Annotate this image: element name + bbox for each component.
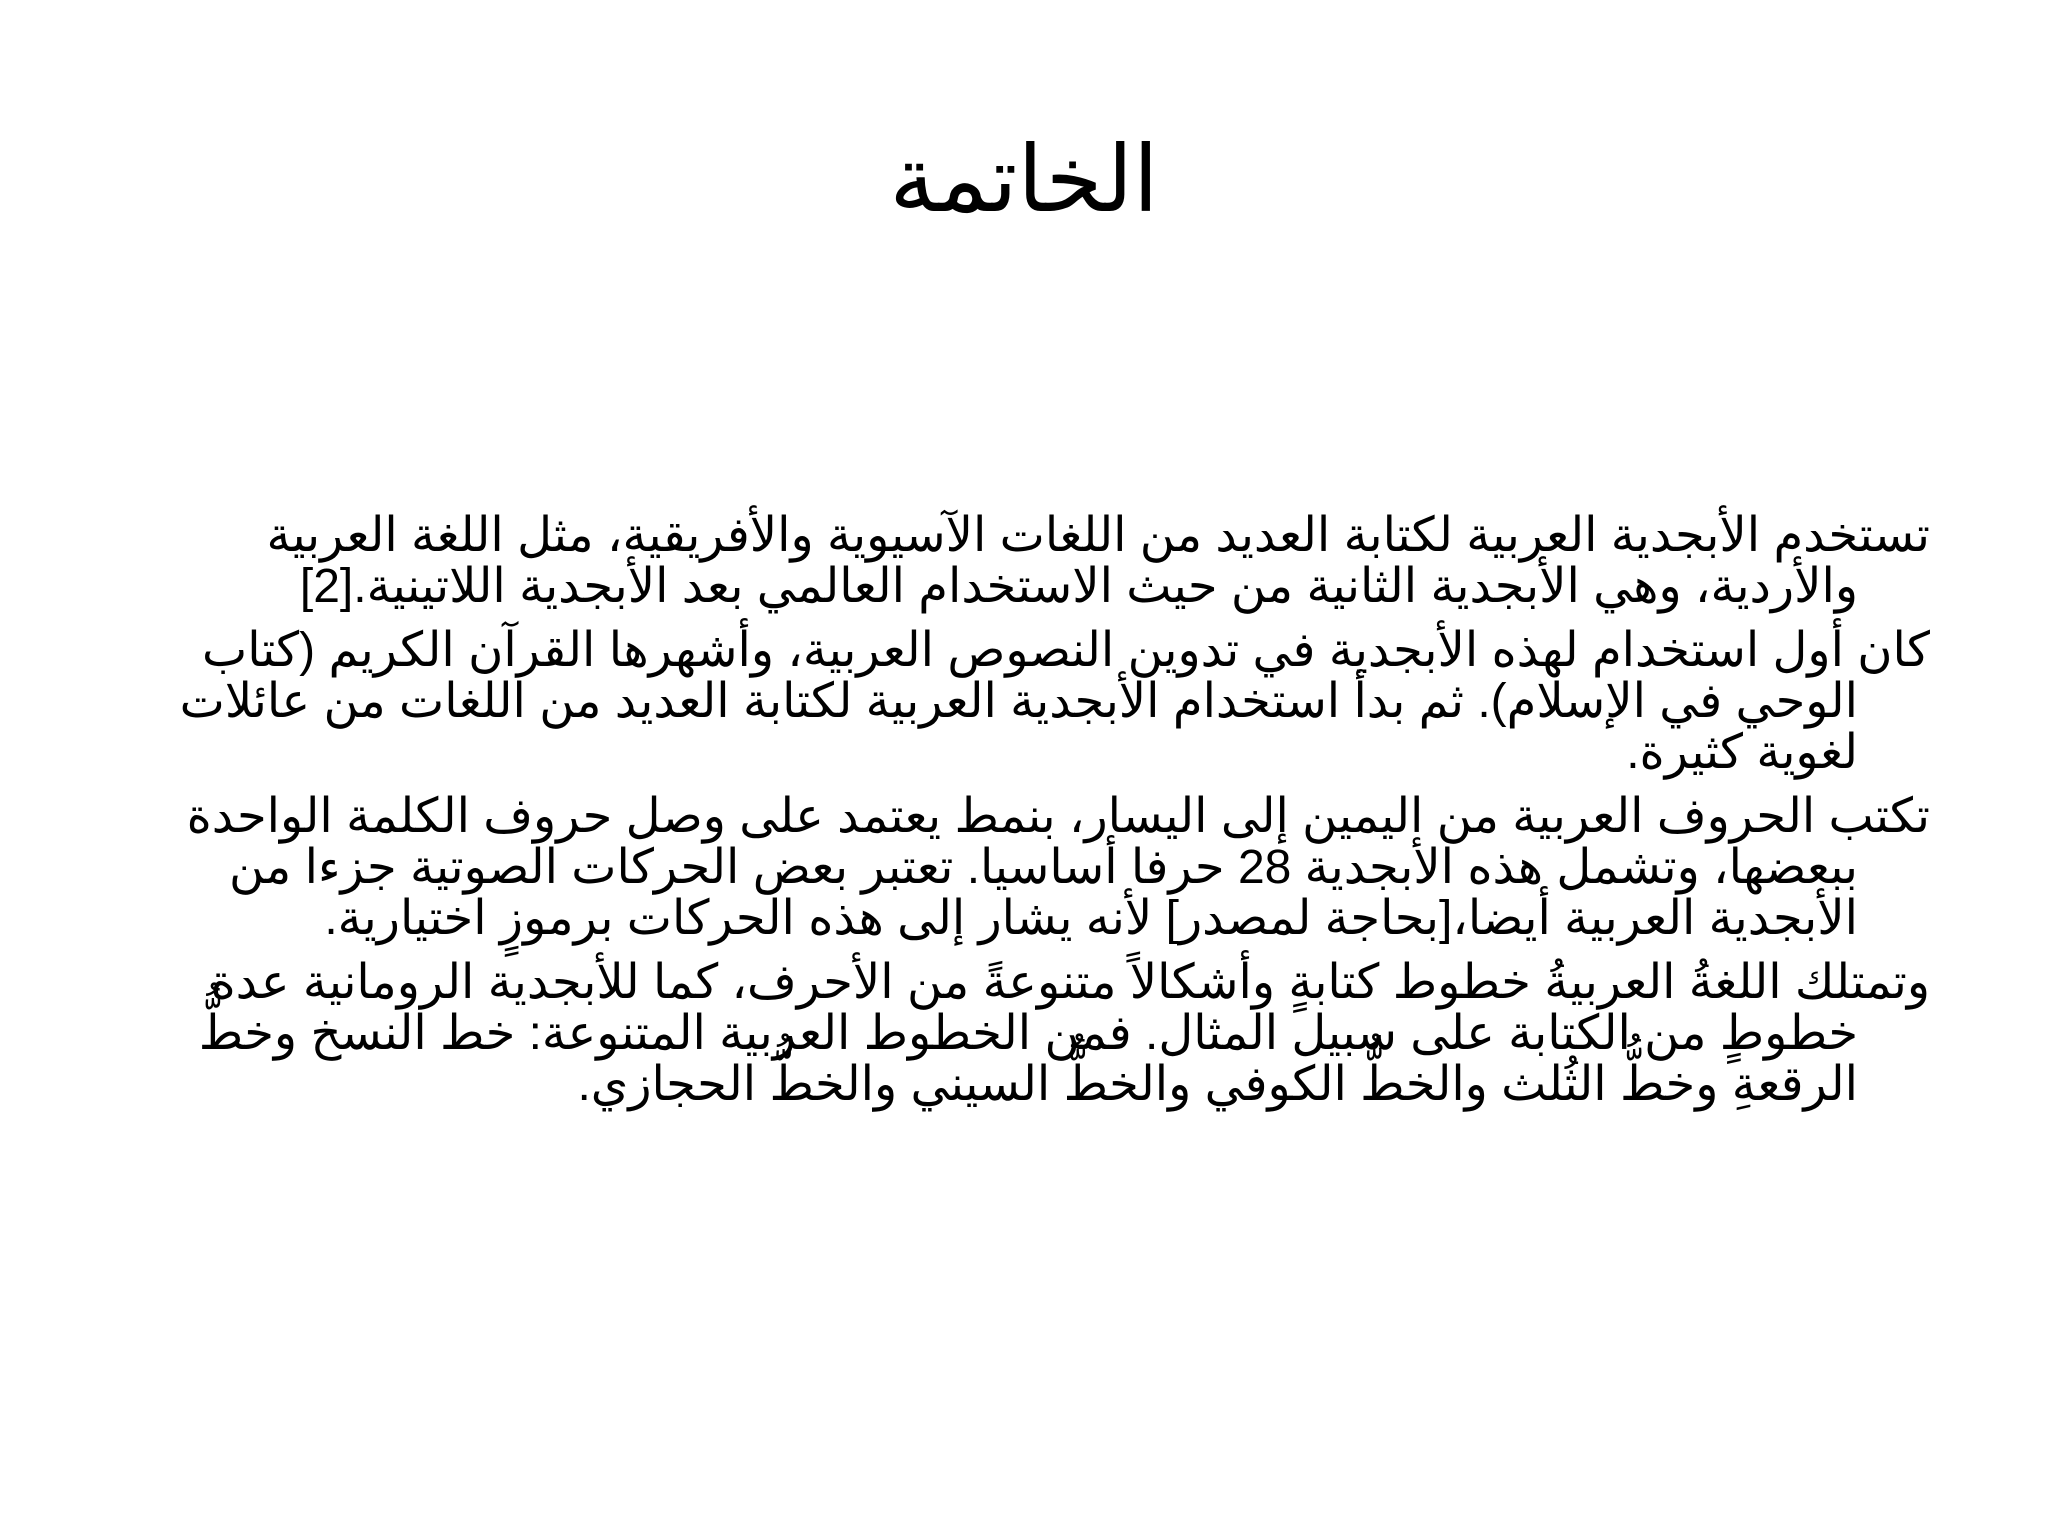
paragraph-first-usage: كان أول استخدام لهذه الأبجدية في تدوين النصوص العربية، وأشهرها القرآن الكريم (كتاب الوحي في الإسلام). ثم بدأ استخدام الأبجدية العربية لكتابة العديد من اللغات من عائلات لغوية كثيرة. <box>179 624 1930 779</box>
paragraph-calligraphy-styles: وتمتلك اللغةُ العربيةُ خطوط كتابةٍ وأشكالاً متنوعةً من الأحرف، كما للأبجدية الرومانية عدة خطوطٍ من الكتابة على سبيل المثال. فمن الخطوط العربية المتنوعة: خط النسخ وخطُّ الرقعةِ وخطُّ الثُلث والخطُّ الكوفي والخطُّ السيني والخطُّ الحجازي. <box>198 956 1930 1111</box>
slide-title: الخاتمة <box>889 129 1159 231</box>
slide-body <box>140 510 1930 1123</box>
paragraph-writing-direction: تكتب الحروف العربية من اليمين إلى اليسار، بنمط يعتمد على وصل حروف الكلمة الواحدة ببعضها، وتشمل هذه الأبجدية 28 حرفا أساسيا. تعتبر بعض الحركات الصوتية جزءا من الأبجدية العربية أيضا،[بحاجة لمصدر] لأنه يشار إلى هذه الحركات برموزٍ اختيارية. <box>186 790 1930 945</box>
paragraph-arabic-alphabet-usage: تستخدم الأبجدية العربية لكتابة العديد من اللغات الآسيوية والأفريقية، مثل اللغة العربية والأردية، وهي الأبجدية الثانية من حيث الاستخدام العالمي بعد الأبجدية اللاتينية.[2] <box>266 509 1930 613</box>
